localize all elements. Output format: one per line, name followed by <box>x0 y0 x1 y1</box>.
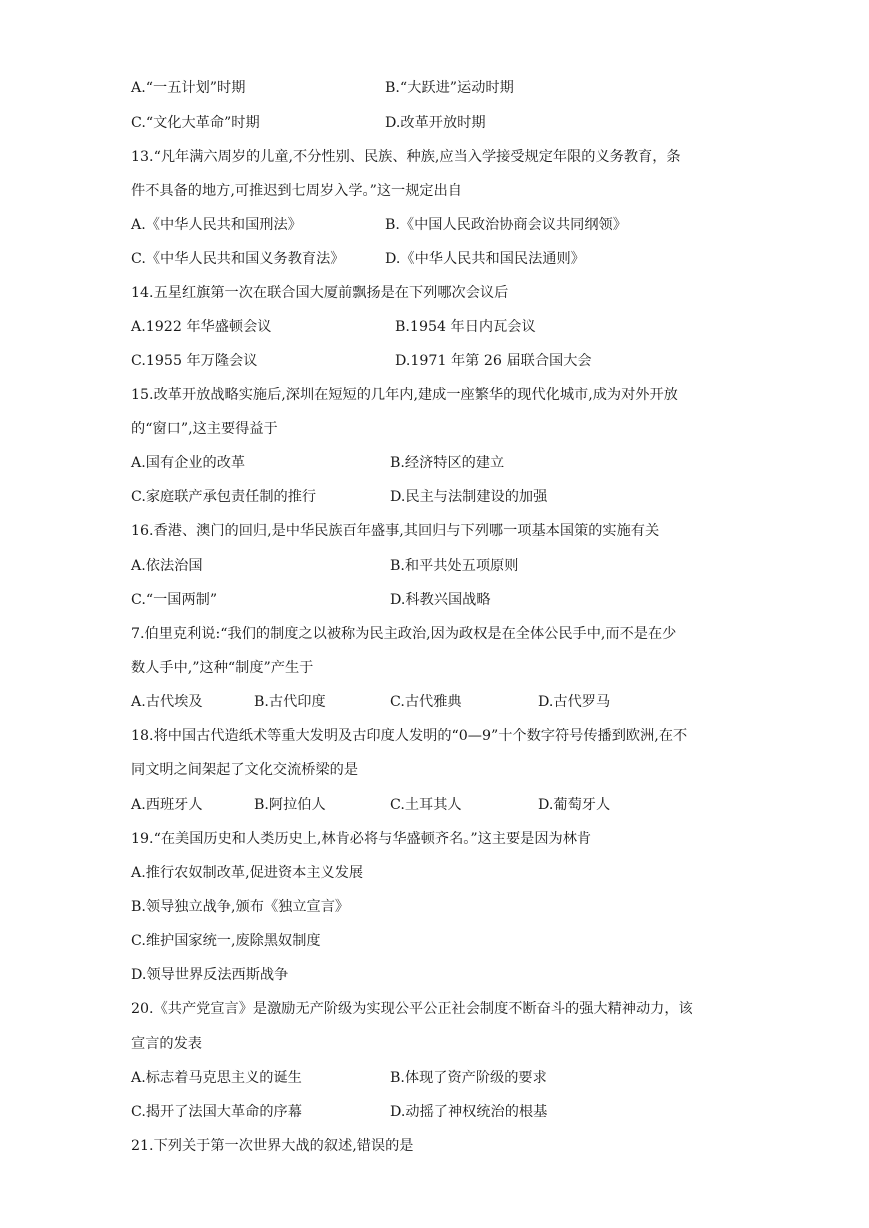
option-b[interactable]: B.领导独立战争,颁布《独立宣言》 <box>131 899 350 915</box>
option-b[interactable]: B.体现了资产阶级的要求 <box>390 1070 547 1086</box>
option-c[interactable]: C.“一国两制” <box>131 592 218 608</box>
question-stem: 同文明之间架起了文化交流桥梁的是 <box>131 762 359 778</box>
option-c[interactable]: C.1955 年万隆会议 <box>131 353 258 369</box>
question-stem: 的“窗口”,这主要得益于 <box>131 421 278 437</box>
option-b[interactable]: B.“大跃进”运动时期 <box>385 80 514 96</box>
option-d[interactable]: D.改革开放时期 <box>385 115 486 131</box>
option-d[interactable]: D.科教兴国战略 <box>390 592 491 608</box>
option-a[interactable]: A.推行农奴制改革,促进资本主义发展 <box>131 865 364 881</box>
question-stem: 21.下列关于第一次世界大战的叙述,错误的是 <box>131 1138 414 1154</box>
option-b[interactable]: B.《中国人民政治协商会议共同纲领》 <box>385 217 627 233</box>
option-c[interactable]: C.“文化大革命”时期 <box>131 115 260 131</box>
option-b[interactable]: B.1954 年日内瓦会议 <box>395 319 536 335</box>
option-c[interactable]: C.维护国家统一,废除黑奴制度 <box>131 933 321 949</box>
question-stem: 15.改革开放战略实施后,深圳在短短的几年内,建成一座繁华的现代化城市,成为对外开放 <box>131 387 678 403</box>
option-d[interactable]: D.葡萄牙人 <box>538 797 611 813</box>
option-c[interactable]: C.揭开了法国大革命的序幕 <box>131 1104 302 1120</box>
question-stem: 数人手中,”这种“制度”产生于 <box>131 660 314 676</box>
option-d[interactable]: D.古代罗马 <box>538 694 611 710</box>
question-stem: 宣言的发表 <box>131 1036 202 1052</box>
option-d[interactable]: D.动摇了神权统治的根基 <box>390 1104 548 1120</box>
option-c[interactable]: C.古代雅典 <box>390 694 462 710</box>
option-a[interactable]: A.古代埃及 <box>131 694 203 710</box>
option-c[interactable]: C.土耳其人 <box>390 797 462 813</box>
question-stem: 18.将中国古代造纸术等重大发明及古印度人发明的“0—9”十个数字符号传播到欧洲,在不 <box>131 728 688 744</box>
option-a[interactable]: A.标志着马克思主义的诞生 <box>131 1070 302 1086</box>
option-d[interactable]: D.领导世界反法西斯战争 <box>131 967 289 983</box>
option-a[interactable]: A.1922 年华盛顿会议 <box>131 319 272 335</box>
option-c[interactable]: C.家庭联产承包责任制的推行 <box>131 489 317 505</box>
option-c[interactable]: C.《中华人民共和国义务教育法》 <box>131 251 345 267</box>
question-stem: 13.“凡年满六周岁的儿童,不分性别、民族、种族,应当入学接受规定年限的义务教育，条 <box>131 149 681 165</box>
option-d[interactable]: D.《中华人民共和国民法通则》 <box>385 251 585 267</box>
question-stem: 19.“在美国历史和人类历史上,林肯必将与华盛顿齐名。”这主要是因为林肯 <box>131 831 592 847</box>
option-b[interactable]: B.古代印度 <box>254 694 326 710</box>
option-a[interactable]: A.“一五计划”时期 <box>131 80 246 96</box>
option-a[interactable]: A.《中华人民共和国刑法》 <box>131 217 302 233</box>
option-d[interactable]: D.民主与法制建设的加强 <box>390 489 548 505</box>
option-b[interactable]: B.和平共处五项原则 <box>390 558 519 574</box>
question-stem: 16.香港、澳门的回归,是中华民族百年盛事,其回归与下列哪一项基本国策的实施有关 <box>131 523 660 539</box>
option-b[interactable]: B.经济特区的建立 <box>390 455 505 471</box>
question-stem: 件不具备的地方,可推迟到七周岁入学。”这一规定出自 <box>131 183 462 199</box>
question-stem: 20.《共产党宣言》是激励无产阶级为实现公平公正社会制度不断奋斗的强大精神动力，该 <box>131 1001 693 1017</box>
option-a[interactable]: A.西班牙人 <box>131 797 203 813</box>
question-stem: 14.五星红旗第一次在联合国大厦前飘扬是在下列哪次会议后 <box>131 285 509 301</box>
option-a[interactable]: A.依法治国 <box>131 558 203 574</box>
question-stem: 7.伯里克利说:“我们的制度之以被称为民主政治,因为政权是在全体公民手中,而不是在少 <box>131 626 677 642</box>
option-b[interactable]: B.阿拉伯人 <box>254 797 326 813</box>
option-d[interactable]: D.1971 年第 26 届联合国大会 <box>395 353 592 369</box>
option-a[interactable]: A.国有企业的改革 <box>131 455 246 471</box>
